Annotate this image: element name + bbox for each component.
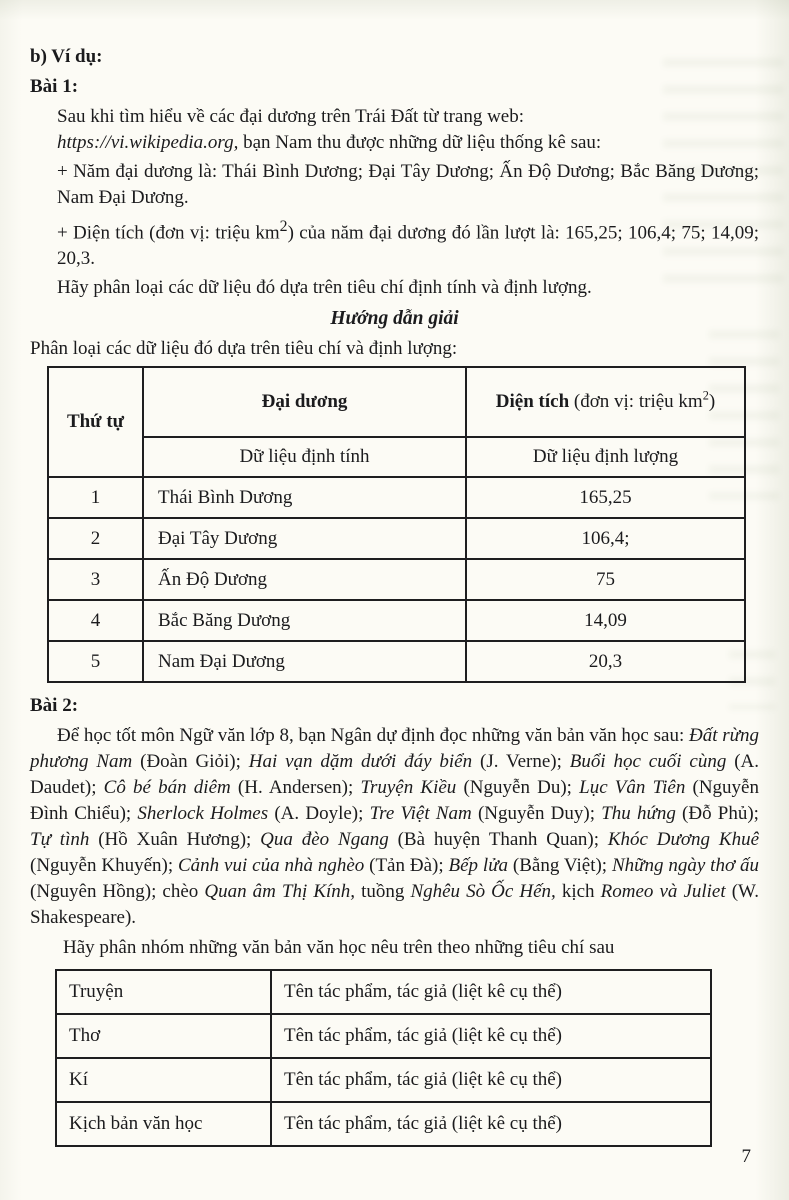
- ocean-area: 75: [466, 559, 745, 600]
- ocean-name: Thái Bình Dương: [143, 477, 466, 518]
- exercise1-intro: Sau khi tìm hiểu về các đại dương trên Trái Đất từ trang web: https://vi.wikipedia.org, bạn Nam thu được những dữ liệu thống kê sau:: [57, 106, 602, 153]
- table1-header-area: Diện tích (đơn vị: triệu $km^2$): [466, 367, 745, 437]
- genre-label: Kí: [56, 1058, 271, 1102]
- table-row: [56, 970, 711, 1014]
- table-row: [48, 477, 745, 518]
- classification-intro: Phân loại các dữ liệu đó dựa trên tiêu chí và định lượng:: [30, 338, 458, 360]
- literature-classification-table: [55, 969, 712, 1147]
- exercise1-body: [57, 104, 759, 301]
- ocean-name: Bắc Băng Dương: [143, 600, 466, 641]
- genre-content-placeholder: Tên tác phẩm, tác giả (liệt kê cụ thể): [271, 970, 711, 1014]
- row-index: 4: [48, 600, 143, 641]
- exercise1-bullet-areas: + Diện tích (đơn vị: triệu $km^2$) của năm đại dương đó lần lượt là: 165,25; 106,4; 75; 14,09; 20,3.: [57, 218, 760, 270]
- table1-header-stt: Thứ tự: [48, 367, 143, 477]
- row-index: 2: [48, 518, 143, 559]
- ocean-area: 106,4;: [466, 518, 745, 559]
- solution-heading: Hướng dẫn giải: [330, 308, 459, 330]
- ocean-name: Đại Tây Dương: [143, 518, 466, 559]
- page-number: 7: [741, 1146, 751, 1167]
- table1-header-ocean: Đại dương: [143, 367, 466, 437]
- row-index: 5: [48, 641, 143, 682]
- exercise2-task: Hãy phân nhóm những văn bản văn học nêu trên theo những tiêu chí sau: [63, 937, 615, 959]
- exercise1-bullet-oceans: + Năm đại dương là: Thái Bình Dương; Đại Tây Dương; Ấn Độ Dương; Bắc Băng Dương; Nam Đại Dương.: [57, 161, 759, 208]
- page-content: [30, 44, 759, 1147]
- exercise2-heading: Bài 2:: [30, 695, 79, 717]
- table-row: [56, 1058, 711, 1102]
- table-row: [48, 600, 745, 641]
- table-subheader-row: [48, 437, 745, 477]
- table1-subheader-quantitative: Dữ liệu định lượng: [466, 437, 745, 477]
- row-index: 1: [48, 477, 143, 518]
- genre-content-placeholder: Tên tác phẩm, tác giả (liệt kê cụ thể): [271, 1014, 711, 1058]
- exercise1-task: Hãy phân loại các dữ liệu đó dựa trên tiêu chí định tính và định lượng.: [57, 277, 592, 299]
- ocean-name: Ấn Độ Dương: [143, 559, 466, 600]
- table-row: [56, 1014, 711, 1058]
- row-index: 3: [48, 559, 143, 600]
- ocean-area: 14,09: [466, 600, 745, 641]
- section-heading: b) Ví dụ:: [30, 46, 103, 67]
- table-row: [56, 1102, 711, 1146]
- genre-label: Truyện: [56, 970, 271, 1014]
- ocean-name: Nam Đại Dương: [143, 641, 466, 682]
- table-header-row: [48, 367, 745, 437]
- table-row: [48, 641, 745, 682]
- table-row: [48, 559, 745, 600]
- genre-label: Thơ: [56, 1014, 271, 1058]
- genre-content-placeholder: Tên tác phẩm, tác giả (liệt kê cụ thể): [271, 1058, 711, 1102]
- exercise2-body: Để học tốt môn Ngữ văn lớp 8, bạn Ngân dự định đọc những văn bản văn học sau: Đất rừng phương Nam (Đoàn Giỏi); Hai vạn dặm dưới đáy biển (J. Verne); Buổi học cuối cùng (A. Daudet); Cô bé bán diêm (H. Andersen); Truyện Kiều (Nguyễn Du); Lục Vân Tiên (Nguyễn Đình Chiểu); Sherlock Holmes (A. Doyle); Tre Việt Nam (Nguyễn Duy); Thu hứng (Đỗ Phủ); Tự tình (Hồ Xuân Hương); Qua đèo Ngang (Bà huyện Thanh Quan); Khóc Dương Khuê (Nguyễn Khuyến); Cảnh vui của nhà nghèo (Tản Đà); Bếp lửa (Bằng Việt); Những ngày thơ ấu (Nguyên Hồng); chèo Quan âm Thị Kính, tuồng Nghêu Sò Ốc Hến, kịch Romeo và Juliet (W. Shakespeare).: [30, 725, 759, 929]
- genre-label: Kịch bản văn học: [56, 1102, 271, 1146]
- ocean-data-table: [47, 366, 746, 683]
- table-row: [48, 518, 745, 559]
- ocean-area: 165,25: [466, 477, 745, 518]
- table1-subheader-qualitative: Dữ liệu định tính: [143, 437, 466, 477]
- exercise1-heading: Bài 1:: [30, 76, 79, 97]
- ocean-area: 20,3: [466, 641, 745, 682]
- genre-content-placeholder: Tên tác phẩm, tác giả (liệt kê cụ thể): [271, 1102, 711, 1146]
